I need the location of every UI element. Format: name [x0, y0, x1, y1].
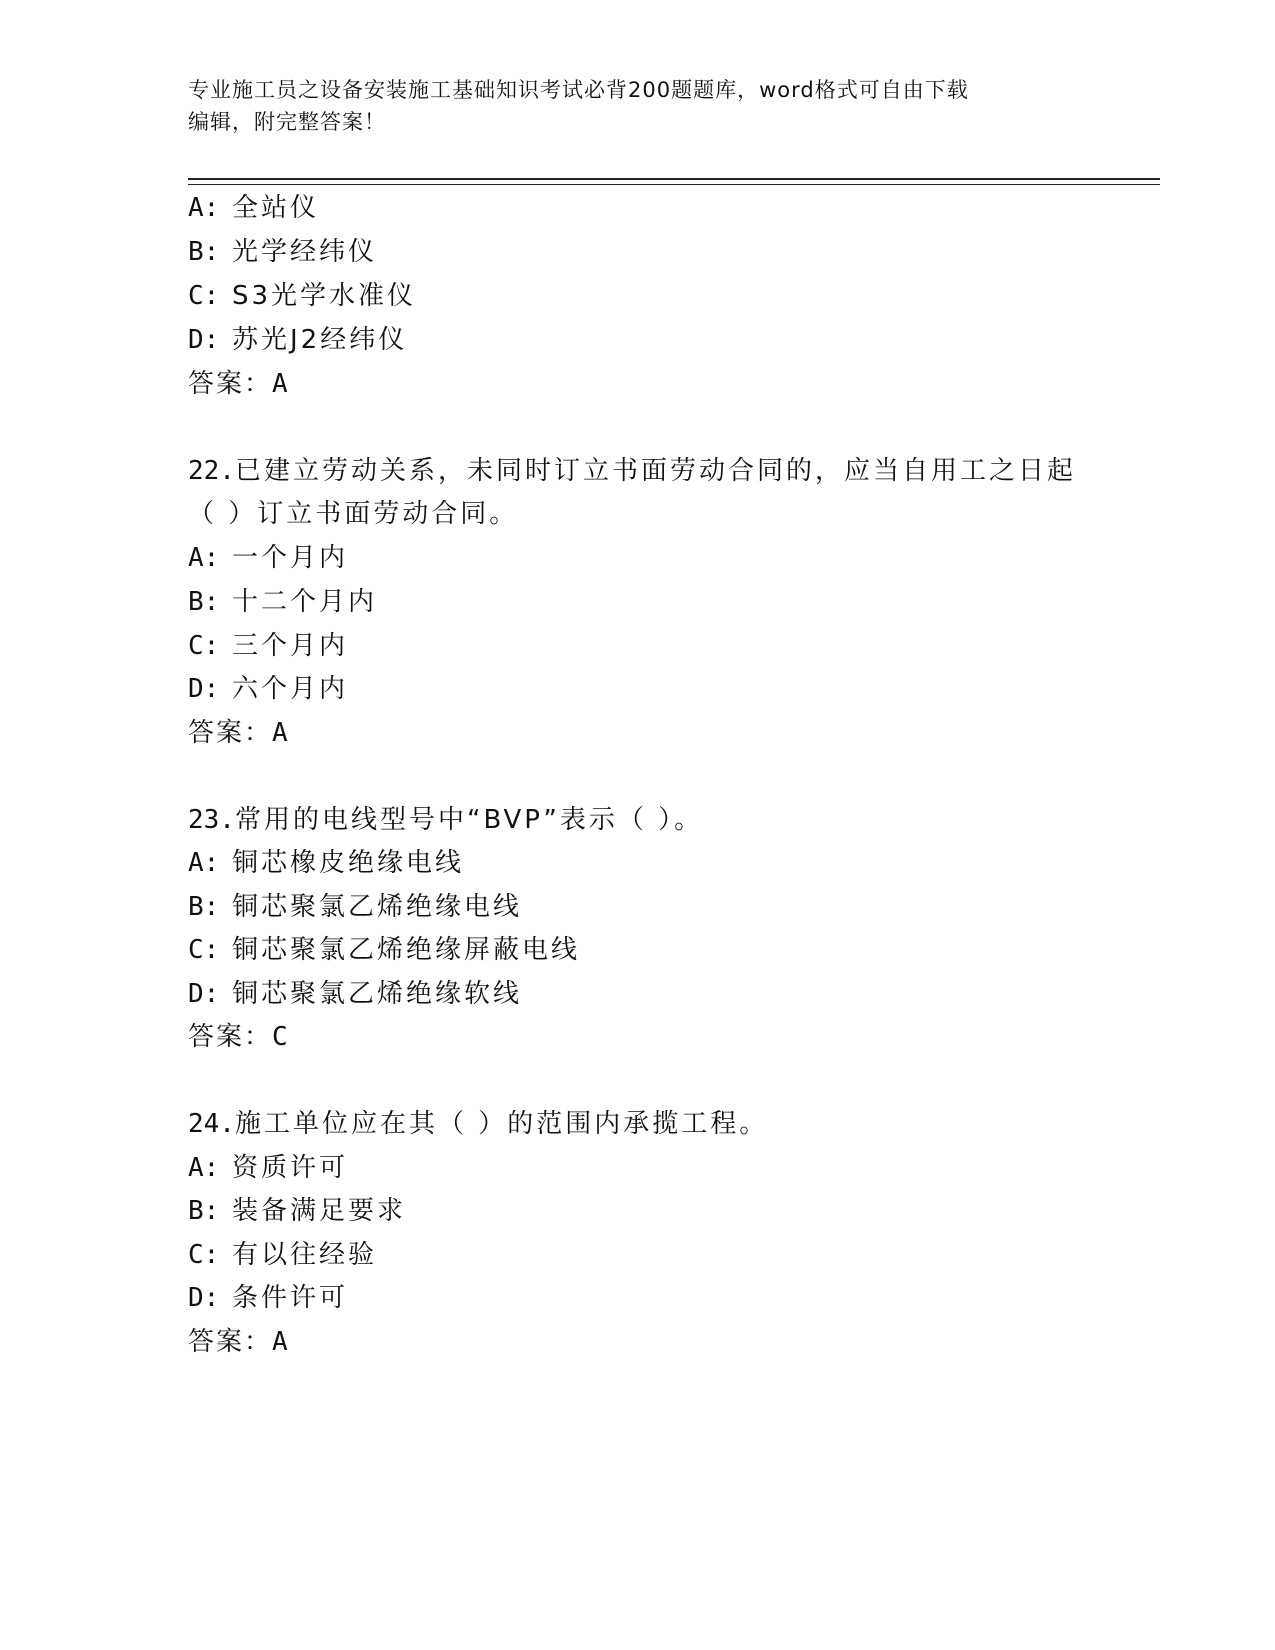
question-text-line-2: （ ）订立书面劳动合同。 [188, 499, 519, 529]
answer-label: 答案： [188, 1022, 273, 1052]
option-text: 一个月内 [232, 543, 349, 573]
answer-line [188, 716, 290, 750]
option-letter: C: [188, 935, 220, 965]
option-text: 铜芯聚氯乙烯绝缘屏蔽电线 [232, 935, 581, 965]
answer-line [188, 1020, 290, 1054]
option-letter: A: [188, 848, 220, 878]
option-text: 条件许可 [232, 1283, 349, 1313]
option-text: 资质许可 [232, 1153, 349, 1183]
option-text: 三个月内 [232, 631, 349, 661]
option-a [188, 1151, 348, 1185]
question-number: 24. [188, 1109, 235, 1139]
option-text: 全站仪 [232, 193, 320, 223]
option-c [188, 933, 580, 967]
option-text: 铜芯橡皮绝缘电线 [232, 848, 465, 878]
option-d [188, 1281, 348, 1315]
option-letter: B: [188, 587, 220, 617]
question-text [188, 803, 703, 837]
question-text [188, 1107, 768, 1141]
option-c [188, 279, 416, 313]
option-text: 铜芯聚氯乙烯绝缘软线 [232, 979, 523, 1009]
option-letter: B: [188, 1196, 220, 1226]
header-divider-thin [188, 184, 1160, 185]
option-c [188, 629, 348, 663]
header-line-1: 专业施工员之设备安装施工基础知识考试必背200题题库，word格式可自由下载 [188, 78, 969, 102]
option-text: 有以往经验 [232, 1240, 378, 1270]
option-text: 装备满足要求 [232, 1196, 407, 1226]
option-d [188, 672, 348, 706]
answer-label: 答案： [188, 1327, 273, 1357]
question-text-continued [188, 497, 518, 531]
question-text [188, 454, 1076, 488]
option-letter: D: [188, 325, 220, 355]
option-text: 苏光J2经纬仪 [232, 325, 408, 355]
option-text: 铜芯聚氯乙烯绝缘电线 [232, 892, 523, 922]
option-b [188, 890, 522, 924]
option-letter: C: [188, 281, 220, 311]
option-letter: C: [188, 631, 220, 661]
option-text: 六个月内 [232, 674, 349, 704]
answer-label: 答案： [188, 718, 273, 748]
question-text-line-1: 常用的电线型号中“BVP”表示（ ）。 [234, 805, 704, 835]
option-letter: D: [188, 979, 220, 1009]
header-line-2: 编辑，附完整答案！ [188, 110, 386, 134]
answer-label: 答案： [188, 369, 273, 399]
answer-value: A [272, 369, 290, 399]
option-a [188, 541, 348, 575]
document-header [188, 74, 1088, 138]
option-letter: B: [188, 237, 220, 267]
answer-line [188, 367, 290, 401]
answer-value: C [272, 1022, 290, 1052]
answer-line [188, 1325, 290, 1359]
question-number: 23. [188, 805, 235, 835]
option-b [188, 585, 377, 619]
option-letter: A: [188, 543, 220, 573]
question-text-line-1: 施工单位应在其（ ）的范围内承揽工程。 [234, 1109, 769, 1139]
option-d [188, 977, 522, 1011]
question-number: 22. [188, 456, 235, 486]
option-c [188, 1238, 377, 1272]
option-letter: A: [188, 193, 220, 223]
option-b [188, 1194, 406, 1228]
question-text-line-1: 已建立劳动关系，未同时订立书面劳动合同的，应当自用工之日起 [234, 456, 1076, 486]
option-letter: B: [188, 892, 220, 922]
option-b [188, 235, 377, 269]
option-letter: C: [188, 1240, 220, 1270]
option-a [188, 191, 319, 225]
option-a [188, 846, 464, 880]
option-letter: A: [188, 1153, 220, 1183]
answer-value: A [272, 1327, 290, 1357]
option-text: 光学经纬仪 [232, 237, 378, 267]
option-letter: D: [188, 1283, 220, 1313]
answer-value: A [272, 718, 290, 748]
header-divider-thick [188, 178, 1160, 180]
option-d [188, 323, 407, 357]
option-text: 十二个月内 [232, 587, 378, 617]
option-text: S3光学水准仪 [232, 281, 417, 311]
option-letter: D: [188, 674, 220, 704]
